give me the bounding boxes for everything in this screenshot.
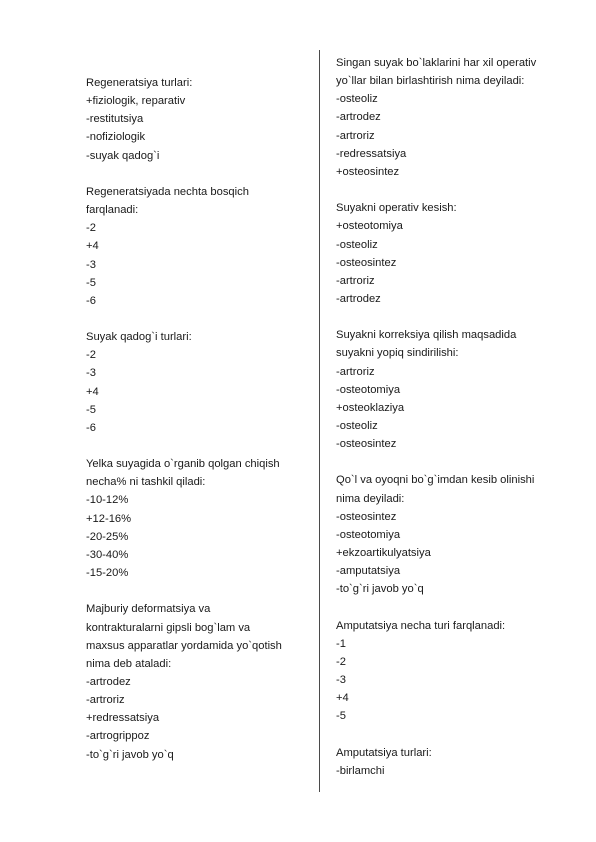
answer-option: -birlamchi [336, 764, 385, 777]
answer-option: -10-12% [86, 494, 129, 507]
question-text: Regeneratsiya turlari: [86, 77, 193, 89]
answer-option: +12-16% [86, 512, 132, 525]
answer-option: -artrodez [86, 675, 131, 688]
answer-option: -2 [86, 349, 96, 362]
answer-option: -amputatsiya [336, 565, 401, 578]
answer-option: +osteotomiya [336, 220, 403, 233]
answer-option: -osteoliz [336, 93, 378, 106]
answer-option: +osteoklaziya [336, 401, 405, 414]
question-text: Amputatsiya turlari: [336, 746, 432, 759]
question-text: nima deb ataladi: [86, 657, 172, 670]
answer-option: -artroriz [336, 365, 375, 378]
answer-option: -osteotomiya [336, 383, 401, 396]
answer-option: +ekzoartikulyatsiya [336, 547, 431, 560]
answer-option: -15-20% [86, 567, 129, 580]
answer-option: -osteosintez [336, 510, 397, 523]
answer-option: maxsus apparatlar yordamida yo`qotish [86, 639, 282, 652]
answer-option: -20-25% [86, 530, 129, 543]
answer-option: -artrodez [336, 111, 381, 124]
answer-option: -restitutsiya [86, 113, 144, 126]
answer-option: -30-40% [86, 548, 129, 561]
answer-option: -3 [86, 367, 96, 380]
question-text: yo`llar bilan birlashtirish nima deyiladi: [336, 75, 525, 88]
answer-option: -nofiziologik [86, 131, 146, 144]
question-text: nima deyiladi: [336, 492, 405, 505]
answer-option: -2 [336, 655, 346, 668]
answer-option: kontrakturalarni gipsli bog`lam va [86, 621, 251, 634]
column-divider [319, 50, 320, 792]
answer-option: +osteosintez [336, 165, 400, 178]
answer-option: -3 [336, 674, 346, 687]
answer-option: Yelka suyagida o`rganib qolgan chiqish [86, 458, 280, 471]
question-text: Suyak qadog`i turlari: [86, 331, 192, 344]
answer-option: Qo`l va oyoqni bo`g`imdan kesib olinishi [336, 474, 535, 487]
question-text: necha% ni tashkil qiladi: [86, 476, 206, 489]
answer-option: +4 [86, 240, 99, 253]
answer-option: -osteotomiya [336, 528, 401, 541]
answer-option: -5 [86, 276, 96, 289]
answer-option: -artroriz [336, 129, 375, 142]
answer-option: -5 [336, 710, 346, 723]
answer-option: +4 [336, 692, 349, 705]
answer-option: Regeneratsiyada nechta bosqich [86, 185, 249, 198]
answer-option: -osteoliz [336, 238, 378, 251]
answer-option: Majburiy deformatsiya va [86, 603, 211, 616]
answer-option: -1 [336, 637, 346, 650]
answer-option: -redressatsiya [336, 147, 407, 160]
answer-option: -2 [86, 222, 96, 235]
answer-option: -osteosintez [336, 438, 397, 451]
answer-option: -artrodez [336, 292, 381, 305]
answer-option: -artrogrippoz [86, 730, 150, 743]
question-text: Amputatsiya necha turi farqlanadi: [336, 619, 506, 632]
answer-option: -to`g`ri javob yo`q [336, 583, 424, 596]
answer-option: -6 [86, 421, 96, 434]
answer-option: -6 [86, 294, 96, 307]
answer-option: Singan suyak bo`laklarini har xil operativ [336, 57, 537, 69]
answer-option: +redressatsiya [86, 712, 160, 725]
answer-option: -3 [86, 258, 96, 271]
answer-option: -osteosintez [336, 256, 397, 269]
answer-option: -osteoliz [336, 420, 378, 432]
answer-option: -to`g`ri javob yo`q [86, 748, 174, 761]
answer-option: +4 [86, 385, 99, 398]
answer-option: -suyak qadog`i [86, 149, 160, 162]
question-text: farqlanadi: [86, 204, 139, 217]
question-text: suyakni yopiq sindirilishi: [336, 347, 459, 360]
answer-option: -artroriz [86, 694, 125, 707]
answer-option: -artroriz [336, 274, 375, 287]
answer-option: +fiziologik, reparativ [86, 95, 186, 108]
answer-option: -5 [86, 403, 96, 416]
answer-option: Suyakni korreksiya qilish maqsadida [336, 329, 517, 342]
question-text: Suyakni operativ kesish: [336, 202, 457, 215]
